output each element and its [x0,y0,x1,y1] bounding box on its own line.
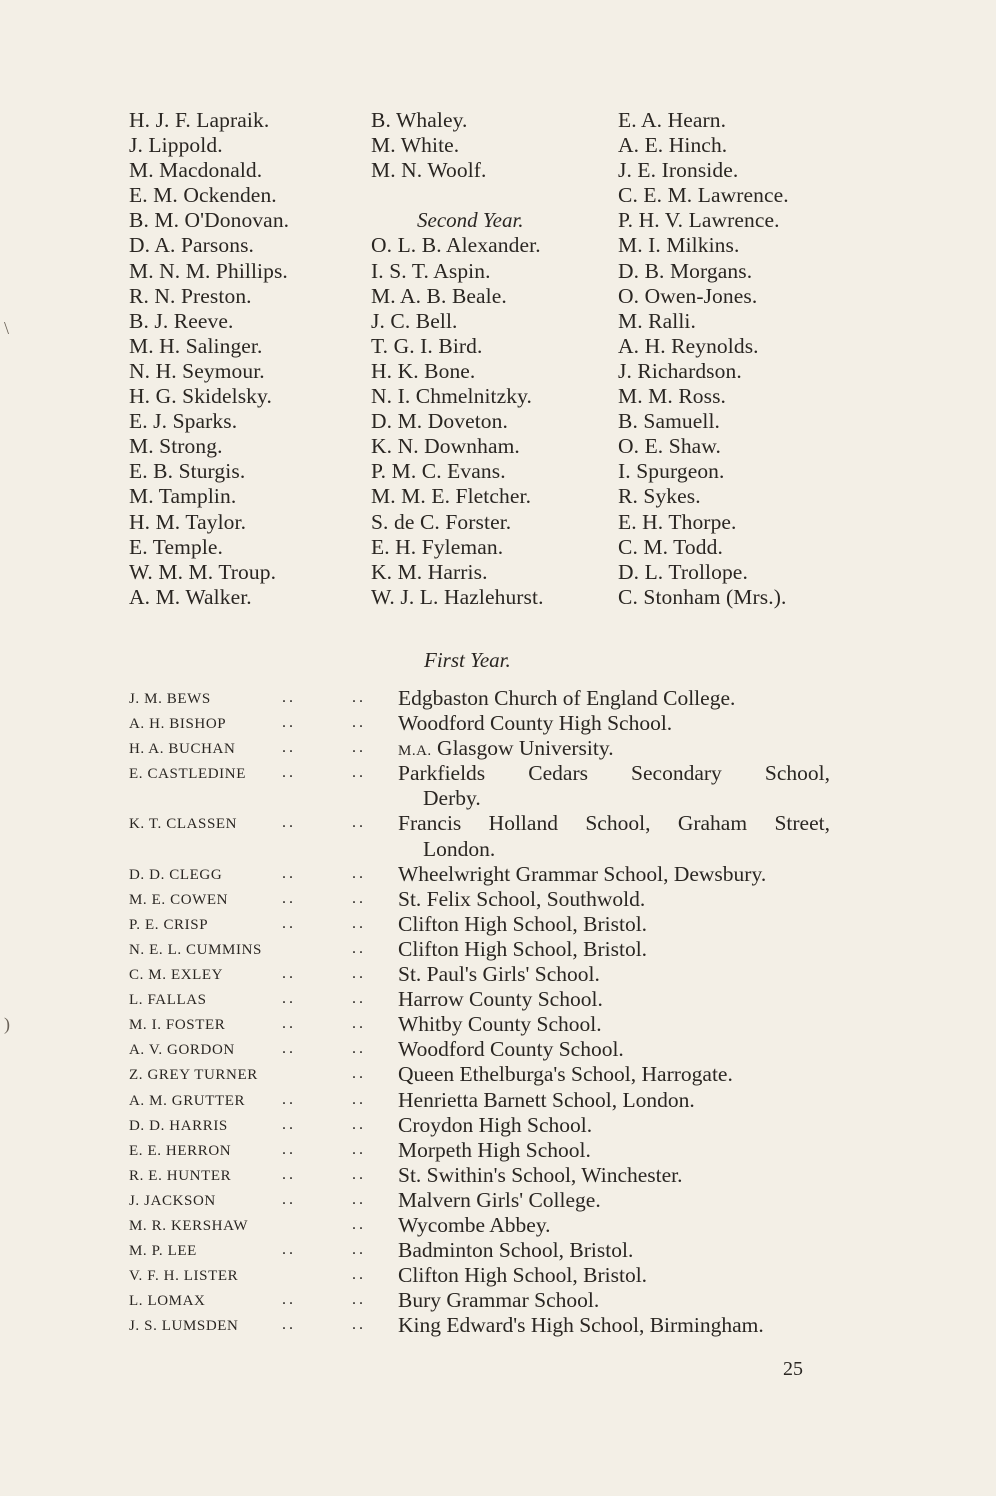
entry-name: E. CASTLEDINE [129,766,246,783]
school-name: Wheelwright Grammar School, Dewsbury. [398,861,767,886]
student-name: E. B. Sturgis. [129,459,246,484]
entry-school [398,1288,830,1313]
student-name: D. M. Doveton. [371,409,508,434]
student-name: N. I. Chmelnitzky. [371,384,533,409]
leader-dots: .. [352,939,366,957]
leader-dots: .. [282,1241,296,1259]
entry-school [398,987,830,1012]
leader-dots: .. [282,965,296,983]
student-name: W. J. L. Hazlehurst. [371,584,544,609]
entry-row [0,1188,996,1213]
student-name: M. N. Woolf. [371,158,487,183]
leader-dots: .. [352,1140,366,1158]
entry-row [0,736,996,761]
student-name: P. H. V. Lawrence. [618,208,780,233]
school-name: Morpeth High School. [398,1137,591,1162]
student-name: E. J. Sparks. [129,409,238,434]
name-column-2 [371,108,544,610]
leader-dots: .. [282,1140,296,1158]
degree-prefix: M.A. [398,743,432,760]
entry-row [0,1012,996,1037]
leader-dots: .. [352,1291,366,1309]
student-name: W. M. M. Troup. [129,559,277,584]
student-name: J. C. Bell. [371,308,458,333]
entry-school [398,962,830,987]
student-name: D. L. Trollope. [618,559,748,584]
entry-school [398,1188,830,1213]
entry-row [0,912,996,937]
student-name: E. A. Hearn. [618,108,727,132]
student-name: R. N. Preston. [129,283,252,308]
school-name: Bury Grammar School. [398,1288,600,1313]
leader-dots: .. [352,1215,366,1233]
entry-name: A. M. GRUTTER [129,1092,246,1109]
student-name: M. N. M. Phillips. [129,258,288,283]
margin-mark: ) [4,1014,10,1034]
school-name: Parkfields Cedars Secondary School, [398,761,830,786]
entry-name: M. E. COWEN [129,891,229,908]
entry-school [398,811,830,861]
student-name: O. E. Shaw. [618,434,722,459]
entry-school [398,1238,830,1263]
leader-dots: .. [352,1015,366,1033]
entry-row [0,987,996,1012]
leader-dots: .. [282,1165,296,1183]
leader-dots: .. [282,889,296,907]
student-name: A. H. Reynolds. [618,333,759,358]
student-name: E. H. Fyleman. [371,534,504,559]
student-name: J. E. Ironside. [618,158,739,183]
student-name: O. Owen-Jones. [618,283,758,308]
leader-dots: .. [352,1266,366,1284]
entry-row [0,862,996,887]
leader-dots: .. [352,1241,366,1259]
entry-name: L. FALLAS [129,992,207,1009]
entry-school [398,1138,830,1163]
student-name: C. E. M. Lawrence. [618,183,789,208]
student-name: M. Tamplin. [129,484,237,509]
leader-dots: .. [352,1040,366,1058]
student-name: H. J. F. Lapraik. [129,108,270,132]
entry-row [0,686,996,711]
first-year-list [0,686,996,1338]
entry-name: M. R. KERSHAW [129,1217,249,1234]
student-name: M. M. E. Fletcher. [371,484,532,509]
entry-name: D. D. HARRIS [129,1117,228,1134]
school-name: Clifton High School, Bristol. [398,1263,648,1288]
entry-row [0,1037,996,1062]
entry-name: A. V. GORDON [129,1042,235,1059]
student-name: S. de C. Forster. [371,509,512,534]
student-name: K. M. Harris. [371,559,488,584]
entry-name: M. I. FOSTER [129,1017,226,1034]
entry-row [0,1088,996,1113]
student-name: I. S. T. Aspin. [371,258,491,283]
leader-dots: .. [352,990,366,1008]
leader-dots: .. [352,739,366,757]
entry-school [398,1263,830,1288]
entry-name: P. E. CRISP [129,916,209,933]
entry-row [0,1213,996,1238]
entry-name: H. A. BUCHAN [129,741,236,758]
student-name: E. H. Thorpe. [618,509,737,534]
school-name: Woodford County High School. [398,711,673,736]
entry-row [0,1288,996,1313]
leader-dots: .. [352,864,366,882]
school-name: King Edward's High School, Birmingham. [398,1313,764,1338]
student-name: O. L. B. Alexander. [371,233,541,258]
student-name: M. White. [371,133,460,158]
entry-name: M. P. LEE [129,1243,197,1260]
school-name: Henrietta Barnett School, London. [398,1087,695,1112]
second-year-heading: Second Year. [417,208,524,233]
leader-dots: .. [282,739,296,757]
leader-dots: .. [282,864,296,882]
school-name: Francis Holland School, Graham Street, [398,811,830,836]
student-name: B. Samuell. [618,409,721,434]
student-name: M. Strong. [129,434,223,459]
entry-school [398,1163,830,1188]
entry-name: E. E. HERRON [129,1142,232,1159]
entry-name: A. H. BISHOP [129,716,227,733]
entry-school [398,1113,830,1138]
student-name: A. E. Hinch. [618,133,728,158]
first-year-heading: First Year. [424,648,511,672]
leader-dots: .. [282,1316,296,1334]
entry-name: J. M. BEWS [129,691,211,707]
entry-school [398,937,830,962]
entry-name: R. E. HUNTER [129,1167,232,1184]
school-name: Wycombe Abbey. [398,1212,551,1237]
student-name: M. A. B. Beale. [371,283,507,308]
entry-school [398,1012,830,1037]
entry-school [398,1088,830,1113]
page-number: 25 [783,1358,803,1380]
leader-dots: .. [352,1165,366,1183]
leader-dots: .. [352,814,366,832]
leader-dots: .. [282,814,296,832]
entry-row [0,761,996,811]
school-name: Clifton High School, Bristol. [398,936,648,961]
entry-row [0,1263,996,1288]
school-name: Clifton High School, Bristol. [398,911,648,936]
leader-dots: .. [352,1316,366,1334]
leader-dots: .. [282,1090,296,1108]
entry-row [0,811,996,861]
entry-school [398,862,830,887]
student-name: M. Macdonald. [129,158,263,183]
entry-name: K. T. CLASSEN [129,816,238,833]
school-name: Queen Ethelburga's School, Harrogate. [398,1062,733,1087]
leader-dots: .. [282,1015,296,1033]
school-name: Glasgow University. [431,736,614,761]
leader-dots: .. [352,965,366,983]
school-name: St. Felix School, Southwold. [398,886,646,911]
leader-dots: .. [352,1115,366,1133]
leader-dots: .. [352,1065,366,1083]
margin-mark: \ [4,318,10,338]
student-name: B. Whaley. [371,108,468,132]
entry-school [398,1313,830,1338]
entry-name: C. M. EXLEY [129,967,224,984]
entry-row [0,1138,996,1163]
entry-name: N. E. L. CUMMINS [129,941,262,958]
entry-school [398,1062,830,1087]
entry-row [0,711,996,736]
entry-school [398,761,830,811]
leader-dots: .. [282,689,296,706]
leader-dots: .. [282,764,296,782]
entry-school [398,912,830,937]
student-name: M. Ralli. [618,308,696,333]
entry-name: V. F. H. LISTER [129,1268,239,1285]
student-name: H. K. Bone. [371,358,476,383]
entry-name: L. LOMAX [129,1293,206,1310]
leader-dots: .. [352,889,366,907]
student-name: T. G. I. Bird. [371,333,483,358]
leader-dots: .. [282,1190,296,1208]
entry-row [0,1062,996,1087]
student-name: J. Lippold. [129,133,223,158]
entry-school [398,736,830,764]
leader-dots: .. [352,689,366,706]
leader-dots: .. [352,714,366,732]
school-name: St. Paul's Girls' School. [398,962,600,987]
name-column-1 [129,108,289,610]
entry-school [398,711,830,736]
school-name: Malvern Girls' College. [398,1187,601,1212]
school-name: Croydon High School. [398,1112,593,1137]
entry-row [0,887,996,912]
student-name: I. Spurgeon. [618,459,725,484]
school-name: Badminton School, Bristol. [398,1238,634,1263]
student-name: D. B. Morgans. [618,258,753,283]
student-name: R. Sykes. [618,484,701,509]
entry-row [0,1238,996,1263]
entry-school [398,1037,830,1062]
student-name: J. Richardson. [618,358,742,383]
leader-dots: .. [352,914,366,932]
school-name: Whitby County School. [398,1012,602,1037]
student-name: B. M. O'Donovan. [129,208,290,233]
student-name: D. A. Parsons. [129,233,255,258]
entry-name: D. D. CLEGG [129,866,223,883]
leader-dots: .. [282,1291,296,1309]
student-name: E. M. Ockenden. [129,183,277,208]
leader-dots: .. [352,764,366,782]
entry-row [0,1313,996,1338]
leader-dots: .. [352,1190,366,1208]
student-name: B. J. Reeve. [129,308,234,333]
entry-school [398,686,830,711]
school-name: Woodford County School. [398,1037,624,1062]
student-name: M. M. Ross. [618,384,727,409]
student-name: K. N. Downham. [371,434,520,459]
school-name-continued: London. [423,836,496,861]
school-name: Edgbaston Church of England College. [398,686,736,710]
student-name: P. M. C. Evans. [371,459,506,484]
student-name-columns [0,108,996,628]
name-column-3 [618,108,789,610]
leader-dots: .. [282,1040,296,1058]
student-name: E. Temple. [129,534,224,559]
student-name: A. M. Walker. [129,584,252,609]
entry-name: J. S. LUMSDEN [129,1318,239,1335]
entry-school [398,887,830,912]
student-name: C. Stonham (Mrs.). [618,584,787,609]
entry-name: Z. GREY TURNER [129,1067,258,1084]
leader-dots: .. [282,914,296,932]
school-name: St. Swithin's School, Winchester. [398,1162,683,1187]
student-name: H. G. Skidelsky. [129,384,272,409]
student-name: M. I. Milkins. [618,233,740,258]
school-name: Harrow County School. [398,987,603,1012]
leader-dots: .. [282,714,296,732]
leader-dots: .. [352,1090,366,1108]
leader-dots: .. [282,1115,296,1133]
entry-row [0,962,996,987]
student-name: H. M. Taylor. [129,509,247,534]
student-name: M. H. Salinger. [129,333,263,358]
student-name: C. M. Todd. [618,534,723,559]
entry-name: J. JACKSON [129,1192,216,1209]
entry-row [0,1163,996,1188]
student-name: N. H. Seymour. [129,358,265,383]
school-name-continued: Derby. [423,786,481,811]
leader-dots: .. [282,990,296,1008]
entry-school [398,1213,830,1238]
entry-row [0,937,996,962]
entry-row [0,1113,996,1138]
